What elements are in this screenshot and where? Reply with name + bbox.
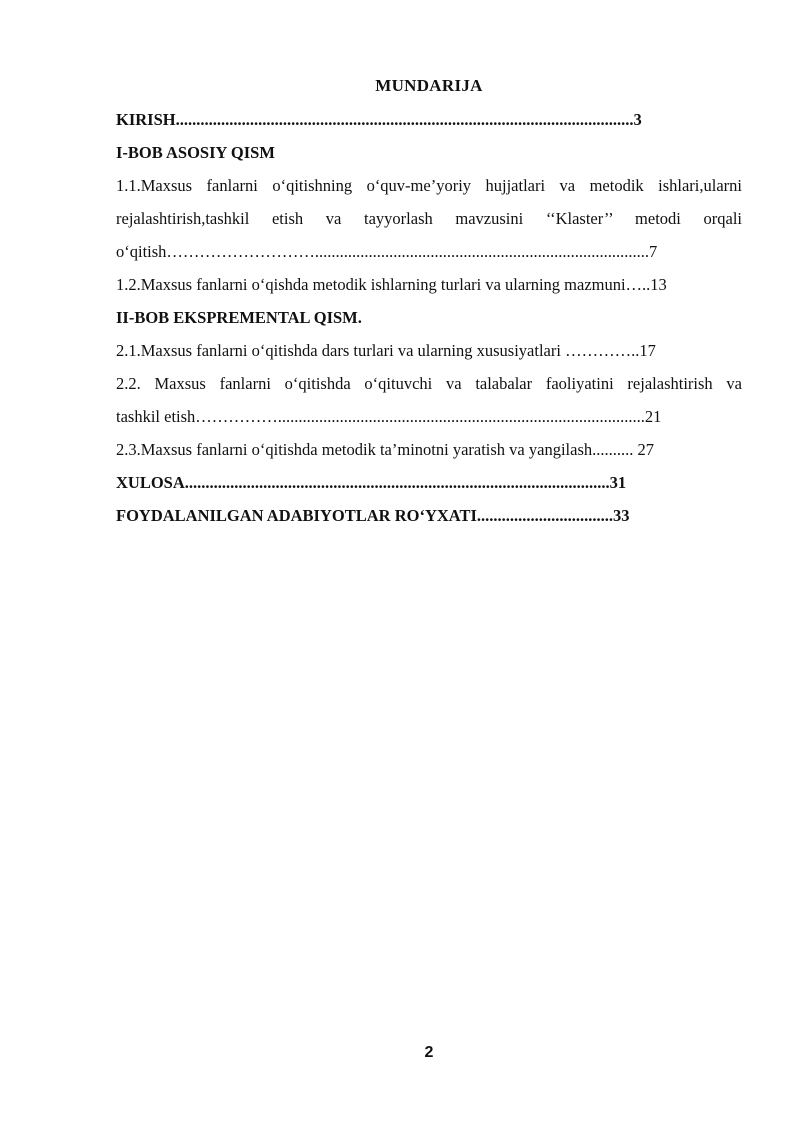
toc-entry-1-2: 1.2.Maxsus fanlarni o‘qishda metodik ishlarning turlari va ularning mazmuni…..13 xyxy=(116,275,667,294)
toc-entry-2-3: 2.3.Maxsus fanlarni o‘qitishda metodik ta’minotni yaratish va yangilash.......... 27 xyxy=(116,440,654,459)
toc-entry-1-1-line-1: 1.1.Maxsus fanlarni o‘qitishning o‘quv-me’yoriy hujjatlari va metodik ishlari,ularni xyxy=(116,176,742,195)
toc-entry-xulosa: XULOSA.......................................................................................................31 xyxy=(116,473,627,492)
toc-entry-2-2-line-1: 2.2. Maxsus fanlarni o‘qitishda o‘qituvchi va talabalar faoliyatini rejalashtirish va xyxy=(116,374,742,393)
page-number: 2 xyxy=(424,1044,434,1061)
toc-title: MUNDARIJA xyxy=(375,76,483,95)
toc-entry-kirish: KIRISH...............................................................................................................3 xyxy=(116,110,642,129)
toc-chapter-1: I-BOB ASOSIY QISM xyxy=(116,143,275,162)
toc-entry-1-1 xyxy=(116,169,742,268)
toc-entry-2-2 xyxy=(116,367,742,433)
toc-entry-1-1-line-3: o‘qitish……………………….................................................................................7 xyxy=(116,242,658,261)
toc-chapter-2: II-BOB EKSPREMENTAL QISM. xyxy=(116,308,362,327)
toc-entry-1-1-line-2: rejalashtirish,tashkil etish va tayyorlash mavzusini ‘‘Klaster’’ metodi orqali xyxy=(116,209,742,228)
toc-entry-2-1: 2.1.Maxsus fanlarni o‘qitishda dars turlari va ularning xususiyatlari …………..17 xyxy=(116,341,656,360)
toc-entry-2-2-line-2: tashkil etish…………….........................................................................................21 xyxy=(116,407,662,426)
table-of-contents xyxy=(116,103,742,532)
toc-entry-adabiyotlar: FOYDALANILGAN ADABIYOTLAR RO‘YXATI.................................33 xyxy=(116,506,630,525)
